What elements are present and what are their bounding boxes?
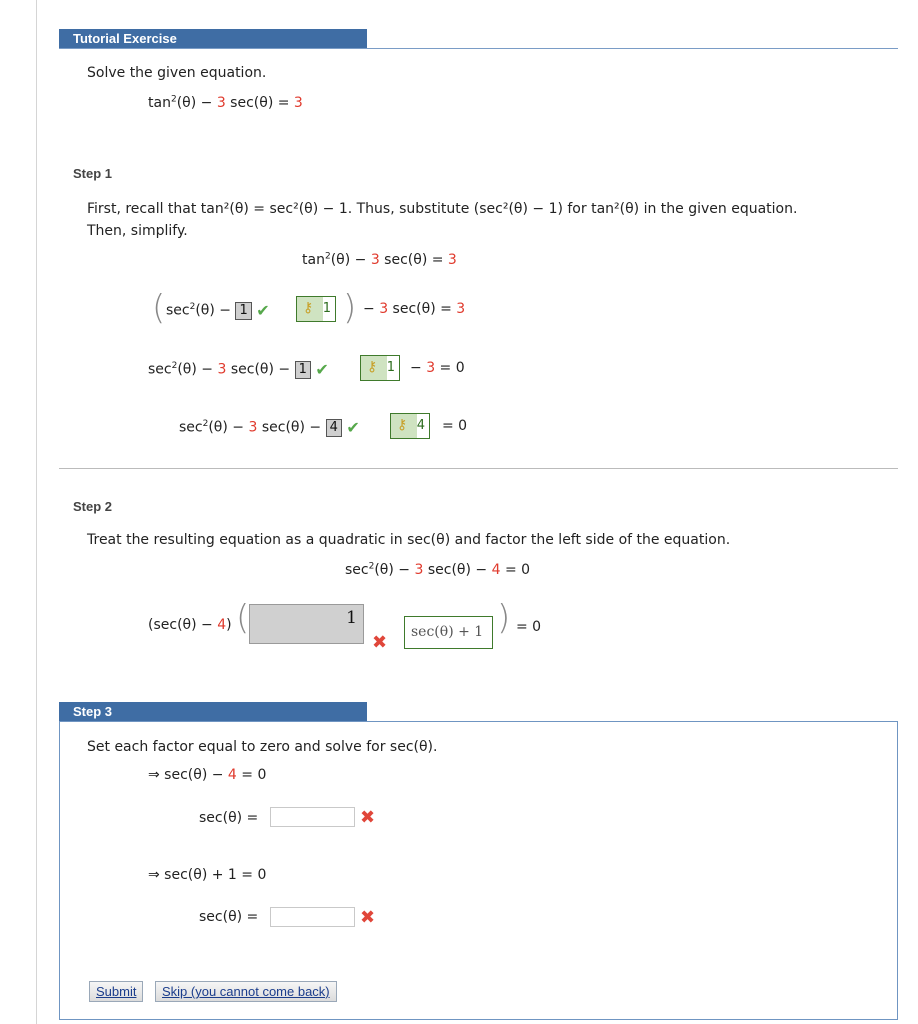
eq-coef: 3 [426,360,436,376]
answer-key-box[interactable] [360,355,400,381]
eq-coef: 3 [379,301,389,317]
step2-line1 [345,562,530,578]
given-equation [148,95,303,111]
step3-text: Set each factor equal to zero and solve for sec(θ). [87,739,438,755]
step3-factor1 [148,767,266,783]
check-icon: ✔ [256,301,270,320]
eq-text: (θ) − [177,361,218,378]
eq-text: tan [148,95,171,111]
eq-text: (θ) − [208,419,249,436]
eq-rhs: 3 [293,95,303,111]
open-paren: ( [152,288,166,328]
cross-icon: ✖ [360,807,376,828]
eq-text: sec(θ) − [226,361,295,378]
step1-line1 [302,252,457,268]
step1-label: Step 1 [73,166,113,181]
key-value: 1 [322,301,331,316]
eq-text: − [410,360,427,376]
step1-text-line1: First, recall that tan²(θ) = sec²(θ) − 1. Thus, substitute (sec²(θ) − 1) for tan²(θ) in the given equation. [87,201,798,217]
eq-coef: 4 [491,562,501,578]
correct-answer-text: sec(θ) + 1 [411,624,484,640]
answer-key-box[interactable] [390,413,430,439]
step1-line3-right [410,360,465,376]
factor-input-value: 1 [346,608,357,628]
eq-text: sec(θ) − [423,562,492,578]
eq-text: (θ) − [176,95,217,111]
eq-text: ⇒ sec(θ) − [148,767,228,783]
close-paren: ) [343,288,357,328]
step1-line4-right: = 0 [442,418,468,434]
answer1-input[interactable] [270,807,355,827]
eq-coef: 3 [216,95,226,111]
step1-text-line2: Then, simplify. [87,223,188,239]
eq-text: sec(θ) = [225,95,294,111]
eq-exp: 2 [171,360,178,371]
eq-coef: 4 [217,617,227,633]
tutorial-header-tab [59,29,367,49]
step3-tab [59,702,367,722]
eq-coef: 3 [248,419,258,436]
step1-line3-left [148,360,329,379]
answer-box: 1 [295,361,311,379]
step-divider [59,468,898,469]
check-icon: ✔ [346,418,360,437]
eq-coef: 3 [217,361,227,378]
eq-text: tan [302,252,325,268]
eq-text: = 0 [236,767,267,783]
key-value: 1 [386,360,395,375]
eq-rhs: 3 [456,301,466,317]
answer1-label: sec(θ) = [199,810,259,826]
key-area [361,356,387,380]
eq-text: ) [226,617,232,633]
answer2-input[interactable] [270,907,355,927]
eq-exp: 2 [368,561,375,572]
skip-button[interactable]: Skip (you cannot come back) [155,981,337,1002]
open-paren: ( [236,598,250,638]
eq-text: sec [179,419,203,436]
eq-text: (θ) − [330,252,371,268]
eq-text: sec(θ) − [257,419,326,436]
step2-text: Treat the resulting equation as a quadratic in sec(θ) and factor the left side of the equation. [87,532,731,548]
eq-rhs: 3 [447,252,457,268]
answer-box: 4 [326,419,342,437]
answer2-label: sec(θ) = [199,909,259,925]
key-value: 4 [416,418,425,433]
step3-factor2: ⇒ sec(θ) + 1 = 0 [148,867,267,883]
step1-line2-left [166,301,270,320]
eq-text: − [363,301,380,317]
problem-prompt: Solve the given equation. [87,65,267,81]
eq-text: sec [345,562,369,578]
header-rule [59,48,898,49]
factor-left [148,617,232,633]
eq-text: (sec(θ) − [148,617,218,633]
eq-text: (θ) − [374,562,415,578]
answer-key-box[interactable] [296,296,336,322]
key-icon: ⚷ [367,359,378,375]
eq-exp: 2 [202,418,209,429]
eq-coef: 3 [370,252,380,268]
step2-label: Step 2 [73,499,113,514]
cross-icon: ✖ [372,632,388,653]
eq-text: sec(θ) = [388,301,457,317]
page-left-border [36,0,37,1024]
key-area [391,414,417,438]
eq-text: sec(θ) = [379,252,448,268]
answer-box: 1 [235,302,251,320]
tutorial-title: Tutorial Exercise [73,31,177,46]
check-icon: ✔ [315,360,329,379]
step1-line2-right [363,301,465,317]
key-icon: ⚷ [303,300,314,316]
eq-text: sec [148,361,172,378]
step3-label: Step 3 [73,704,113,719]
factor-answer-input[interactable] [249,604,364,644]
eq-coef: 3 [414,562,424,578]
eq-text: (θ) − [195,302,236,319]
eq-exp: 2 [324,251,331,262]
eq-text: = 0 [500,562,531,578]
correct-answer-box[interactable] [404,616,493,649]
key-area [297,297,323,321]
submit-button[interactable]: Submit [89,981,143,1002]
eq-text: sec [166,302,190,319]
eq-text: = 0 [435,360,465,376]
cross-icon: ✖ [360,907,376,928]
factor-rhs: = 0 [516,619,542,635]
step1-line4-left [179,418,360,437]
key-icon: ⚷ [397,417,408,433]
eq-coef: 4 [227,767,237,783]
close-paren: ) [497,598,511,638]
eq-exp: 2 [189,301,196,312]
eq-exp: 2 [170,94,177,105]
